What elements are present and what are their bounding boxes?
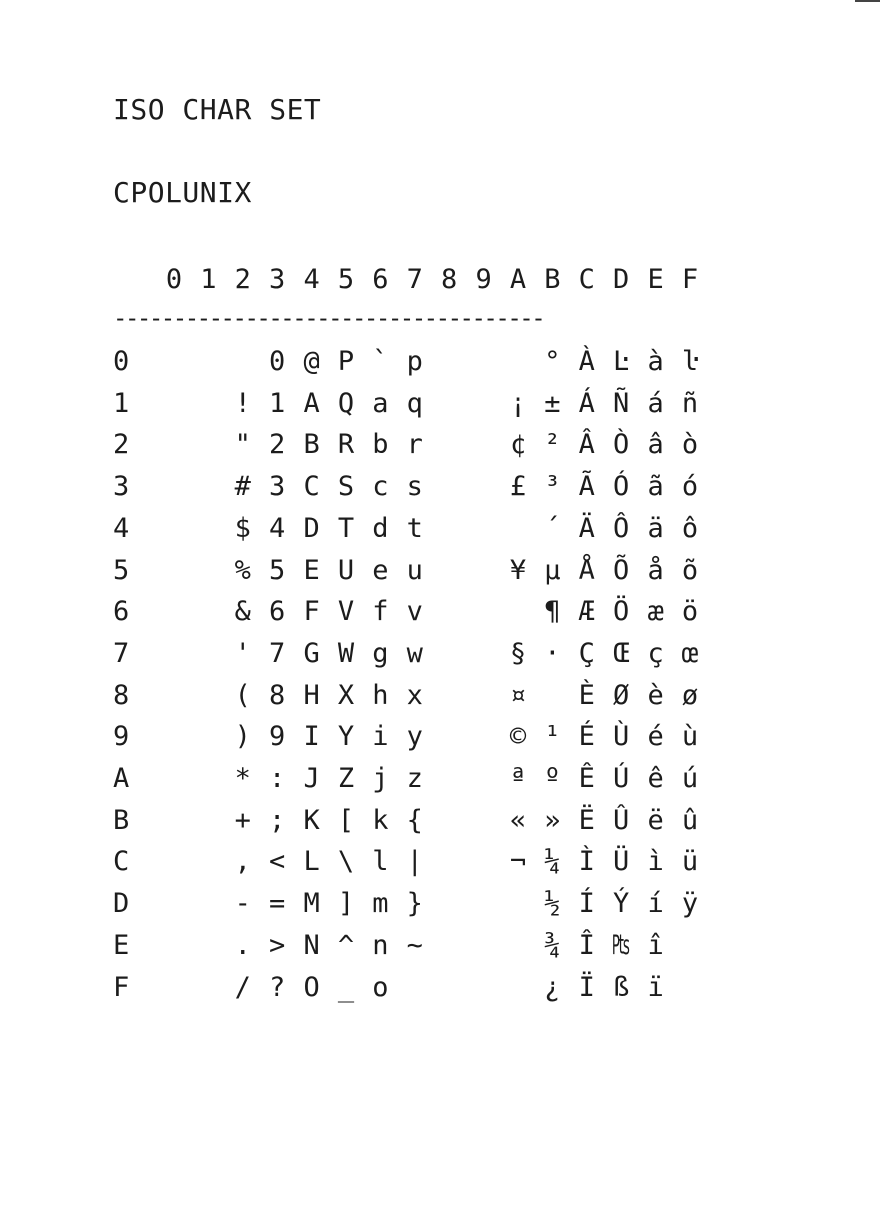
char-cell: £ xyxy=(509,471,527,503)
char-cell: I xyxy=(303,721,320,753)
char-cell: ß xyxy=(613,971,630,1003)
char-cell: Ò xyxy=(613,429,630,461)
char-cell: ; xyxy=(269,804,286,836)
column-header: 2 xyxy=(234,264,251,295)
char-cell: _ xyxy=(337,971,355,1003)
char-cell: Ã xyxy=(578,471,595,503)
char-cell: ^ xyxy=(337,929,355,961)
char-cell: ï xyxy=(647,971,664,1003)
char-cell: ó xyxy=(681,471,699,503)
char-cell: W xyxy=(337,637,355,669)
char-cell: Ì xyxy=(578,846,595,878)
char-cell: ¼ xyxy=(544,846,561,878)
char-cell: ¹ xyxy=(544,721,561,753)
column-header: 9 xyxy=(475,264,492,295)
row-label: D xyxy=(113,888,130,920)
char-cell: Ä xyxy=(578,512,595,544)
char-cell: N xyxy=(303,929,320,961)
char-cell: } xyxy=(406,888,423,920)
char-cell: â xyxy=(647,429,664,461)
char-cell: Y xyxy=(337,721,355,753)
char-cell: G xyxy=(303,637,320,669)
column-header: 5 xyxy=(337,264,355,295)
char-cell: É xyxy=(578,721,595,753)
char-cell: [ xyxy=(337,804,355,836)
char-cell: ₧ xyxy=(613,929,630,961)
char-cell: õ xyxy=(681,554,699,586)
char-cell: D xyxy=(303,512,320,544)
char-cell: j xyxy=(372,763,389,794)
row-label: 0 xyxy=(113,346,130,377)
char-cell: ú xyxy=(681,763,699,794)
char-cell: Ê xyxy=(578,763,595,794)
char-cell: < xyxy=(269,846,286,878)
char-cell: A xyxy=(303,387,320,419)
column-header: B xyxy=(544,264,561,295)
char-cell: # xyxy=(234,471,251,503)
char-cell: Ý xyxy=(613,888,630,920)
column-header: 0 xyxy=(165,264,183,295)
row-label: F xyxy=(113,971,130,1003)
char-cell: B xyxy=(303,429,320,461)
char-cell: ù xyxy=(681,721,699,753)
row-label: 8 xyxy=(113,679,130,711)
char-cell: M xyxy=(303,888,320,920)
char-cell: í xyxy=(647,888,664,920)
char-cell: µ xyxy=(544,554,561,586)
char-cell: ³ xyxy=(544,471,561,503)
char-cell: 8 xyxy=(269,679,286,711)
char-cell: ª xyxy=(509,763,527,794)
char-cell: ² xyxy=(544,429,561,461)
char-cell: V xyxy=(337,596,355,628)
char-cell: 4 xyxy=(269,512,286,544)
char-cell: Œ xyxy=(613,637,630,669)
char-cell: ` xyxy=(372,346,389,377)
char-cell: ü xyxy=(681,846,699,878)
char-cell: > xyxy=(269,929,286,961)
char-cell: Ŀ xyxy=(613,346,630,377)
char-cell: œ xyxy=(681,637,699,669)
char-cell: ) xyxy=(234,721,251,753)
char-cell: S xyxy=(337,471,355,503)
row-label: 3 xyxy=(113,471,130,503)
char-cell: º xyxy=(544,763,561,794)
char-cell: æ xyxy=(647,596,664,628)
char-cell: © xyxy=(509,721,527,753)
char-cell: e xyxy=(372,554,389,586)
char-cell: Ç xyxy=(578,637,595,669)
char-cell: « xyxy=(509,804,527,836)
column-header: 6 xyxy=(372,264,389,295)
char-cell: a xyxy=(372,387,389,419)
char-cell: 9 xyxy=(269,721,286,753)
char-cell: d xyxy=(372,512,389,544)
char-cell: Å xyxy=(578,554,595,586)
char-cell: Ë xyxy=(578,804,595,836)
char-cell: Â xyxy=(578,429,595,461)
char-cell: F xyxy=(303,596,320,628)
char-cell: Ö xyxy=(613,596,630,628)
char-cell: ] xyxy=(337,888,355,920)
char-cell: . xyxy=(234,929,251,961)
row-label: 6 xyxy=(113,596,130,628)
char-cell: X xyxy=(337,679,355,711)
char-cell: ! xyxy=(234,387,251,419)
column-header: A xyxy=(509,264,527,295)
column-header: 3 xyxy=(269,264,286,295)
char-cell: é xyxy=(647,721,664,753)
char-cell: Q xyxy=(337,387,355,419)
char-cell: ´ xyxy=(544,512,561,544)
char-cell: · xyxy=(544,637,561,669)
row-label: 5 xyxy=(113,554,130,586)
column-header: 4 xyxy=(303,264,320,295)
column-header: 7 xyxy=(406,264,423,295)
char-cell: L xyxy=(303,846,320,878)
char-cell: ñ xyxy=(681,387,699,419)
char-cell: Ñ xyxy=(613,387,630,419)
char-cell: : xyxy=(269,763,286,794)
char-cell: ¢ xyxy=(509,429,527,461)
char-cell: 6 xyxy=(269,596,286,628)
row-label: 7 xyxy=(113,637,130,669)
column-header: 1 xyxy=(200,264,217,295)
char-cell: , xyxy=(234,846,251,878)
header-rule: ------------------------------------ xyxy=(113,306,544,330)
char-cell: è xyxy=(647,679,664,711)
char-cell: ¶ xyxy=(544,596,561,628)
char-cell: o xyxy=(372,971,389,1003)
char-cell: s xyxy=(406,471,423,503)
char-cell: ÿ xyxy=(681,888,699,920)
char-cell: À xyxy=(578,346,595,377)
column-header: C xyxy=(578,264,595,295)
char-cell: § xyxy=(509,637,527,669)
row-label: C xyxy=(113,846,130,878)
char-cell: ½ xyxy=(544,888,561,920)
char-cell: z xyxy=(406,763,423,794)
char-cell: ¬ xyxy=(509,846,527,878)
column-header: D xyxy=(613,264,630,295)
char-cell: Á xyxy=(578,387,595,419)
char-cell: Ù xyxy=(613,721,630,753)
char-cell: g xyxy=(372,637,389,669)
char-cell: x xyxy=(406,679,423,711)
char-cell: $ xyxy=(234,512,251,544)
char-cell: T xyxy=(337,512,355,544)
char-cell: = xyxy=(269,888,286,920)
char-cell: ŀ xyxy=(681,346,699,377)
char-cell: & xyxy=(234,596,251,628)
char-cell: ° xyxy=(544,346,561,377)
char-cell: ¡ xyxy=(509,387,527,419)
char-cell: ö xyxy=(681,596,699,628)
char-cell: û xyxy=(681,804,699,836)
char-cell: Î xyxy=(578,929,595,961)
char-cell: ¤ xyxy=(509,679,527,711)
char-cell: ¿ xyxy=(544,971,561,1003)
char-cell: y xyxy=(406,721,423,753)
char-cell: l xyxy=(372,846,389,878)
char-cell: ~ xyxy=(406,929,423,961)
char-cell: ì xyxy=(647,846,664,878)
char-cell: c xyxy=(372,471,389,503)
char-cell: R xyxy=(337,429,355,461)
char-cell: Ï xyxy=(578,971,595,1003)
document-subtitle: CPOLUNIX xyxy=(113,176,252,209)
char-cell: Ú xyxy=(613,763,630,794)
column-header: F xyxy=(681,264,699,295)
char-cell: Õ xyxy=(613,554,630,586)
char-cell: ' xyxy=(234,637,251,669)
char-cell: Í xyxy=(578,888,595,920)
char-cell: f xyxy=(372,596,389,628)
char-cell: O xyxy=(303,971,320,1003)
char-cell: Ó xyxy=(613,471,630,503)
char-cell: ô xyxy=(681,512,699,544)
char-cell: P xyxy=(337,346,355,377)
char-cell: 0 xyxy=(269,346,286,377)
char-cell: % xyxy=(234,554,251,586)
char-cell: å xyxy=(647,554,664,586)
char-cell: p xyxy=(406,346,423,377)
char-cell: h xyxy=(372,679,389,711)
char-cell: Z xyxy=(337,763,355,794)
char-cell: 7 xyxy=(269,637,286,669)
row-label: E xyxy=(113,929,130,961)
row-label: A xyxy=(113,763,130,794)
row-label: B xyxy=(113,804,130,836)
column-header: 8 xyxy=(441,264,458,295)
char-cell: î xyxy=(647,929,664,961)
char-cell: m xyxy=(372,888,389,920)
char-cell: ä xyxy=(647,512,664,544)
char-cell: t xyxy=(406,512,423,544)
char-cell: r xyxy=(406,429,423,461)
char-cell: q xyxy=(406,387,423,419)
char-cell: ç xyxy=(647,637,664,669)
row-label: 9 xyxy=(113,721,130,753)
char-cell: n xyxy=(372,929,389,961)
char-cell: @ xyxy=(303,346,320,377)
char-cell: ¥ xyxy=(509,554,527,586)
char-cell: J xyxy=(303,763,320,794)
char-cell: ? xyxy=(269,971,286,1003)
char-cell: ã xyxy=(647,471,664,503)
char-cell: u xyxy=(406,554,423,586)
char-cell: Ø xyxy=(613,679,630,711)
document-title: ISO CHAR SET xyxy=(113,93,322,126)
char-cell: È xyxy=(578,679,595,711)
row-label: 1 xyxy=(113,387,130,419)
char-cell: 5 xyxy=(269,554,286,586)
char-cell: ø xyxy=(681,679,699,711)
char-cell: + xyxy=(234,804,251,836)
char-cell: 1 xyxy=(269,387,286,419)
char-cell: Ü xyxy=(613,846,630,878)
char-cell: v xyxy=(406,596,423,628)
char-cell: » xyxy=(544,804,561,836)
char-cell: ( xyxy=(234,679,251,711)
char-cell: 2 xyxy=(269,429,286,461)
char-cell: w xyxy=(406,637,423,669)
row-label: 2 xyxy=(113,429,130,461)
char-cell: | xyxy=(406,846,423,878)
char-cell: i xyxy=(372,721,389,753)
char-cell: ò xyxy=(681,429,699,461)
char-cell: C xyxy=(303,471,320,503)
char-cell: Æ xyxy=(578,596,595,628)
char-cell: K xyxy=(303,804,320,836)
char-cell: á xyxy=(647,387,664,419)
char-cell: ê xyxy=(647,763,664,794)
char-cell: U xyxy=(337,554,355,586)
char-cell: H xyxy=(303,679,320,711)
char-cell: E xyxy=(303,554,320,586)
char-cell: Û xyxy=(613,804,630,836)
char-cell: Ô xyxy=(613,512,630,544)
row-label: 4 xyxy=(113,512,130,544)
char-cell: à xyxy=(647,346,664,377)
char-cell: - xyxy=(234,888,251,920)
char-cell: { xyxy=(406,804,423,836)
char-cell: k xyxy=(372,804,389,836)
char-cell: " xyxy=(234,429,251,461)
char-cell: \ xyxy=(337,846,355,878)
char-cell: b xyxy=(372,429,389,461)
char-cell: ¾ xyxy=(544,929,561,961)
char-cell: * xyxy=(234,763,251,794)
char-cell: ± xyxy=(544,387,561,419)
column-header: E xyxy=(647,264,664,295)
char-cell: / xyxy=(234,971,251,1003)
char-cell: ë xyxy=(647,804,664,836)
char-cell: 3 xyxy=(269,471,286,503)
